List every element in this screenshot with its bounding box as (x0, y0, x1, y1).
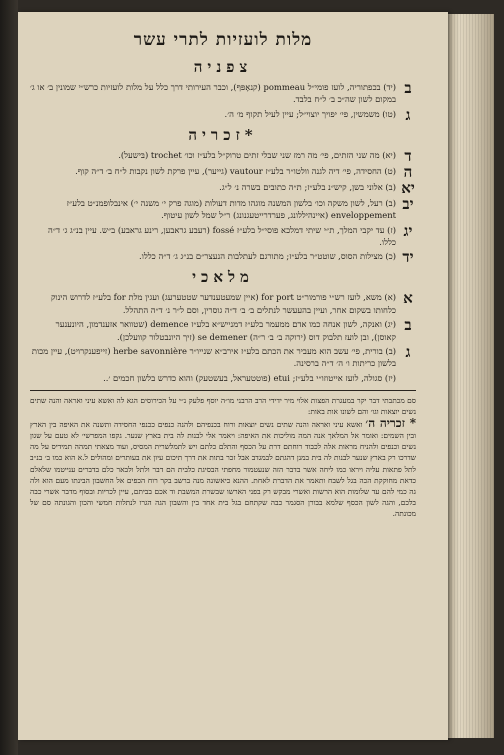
entry-text: (ב) רעל, לשון משקה וכו׳ בלשון המשנה מוגהו מדות דעולות (מוגה פרק י׳ משנה י׳) אינבלופמנ״ט בלע״ז enveloppement (איינהיללונג, פערדרייטעגנונג) ר״ל שמל לשון עיטוף. (66, 197, 396, 221)
chapter-letter: ב (404, 79, 412, 97)
notes-intro: סם מכתבתי דבר יקר במעגרת הפצות אלוי מיר ידידי הרב הרבני מו״ה יוסף פלעק נ״י על הכירוסים הגא לה ואשא עיני ואראה והנה שתים נשים יוצאות וגו׳ והם לשונו אות באות: (30, 396, 416, 417)
entry-text: (יד) בכפתוריה, לועז פומי״ל pommeau (קנאָפּף), וכבר העירותי דרך כלל על מלות לועזיות כרש״י שמונין ב׳ או ג׳ במקום לשון שה״כ ב׳ ל״ח בלבד. (30, 82, 396, 105)
notes-heading: * זכריה ה׳ (365, 415, 416, 430)
entry (30, 178, 416, 197)
chapter-letter: יא (401, 178, 415, 197)
entry-text: (ז) עד יקבי המלך, ת״י שיתי דמלכא פוסי״ל בלע״ז fossé (רעבע גראבען, רינע גראבע) ב״ש. עיין בנ״ג ג׳ ד״ה כללו. (48, 224, 396, 248)
chapter-letter: יג (403, 221, 413, 240)
chapter-letter: יב (402, 194, 414, 213)
chapter-letter: יד (402, 248, 414, 267)
divider-rule (30, 390, 416, 391)
entry (30, 146, 416, 165)
entry (30, 345, 416, 370)
page-content (30, 26, 416, 520)
chapter-letter: ד (404, 146, 412, 165)
section-title-zephaniah: צפניה (193, 58, 253, 76)
chapter-letter: א (403, 289, 413, 308)
entry-text: (יז) סגולה, לועז אייטוזו״י בלע״ז; etui (פוטטעראל, בעשטעק) והוא כדרש בלשון חכמים ׳.. (103, 372, 396, 383)
entry (30, 221, 416, 249)
entry-text: (כ) מצילות הסוס, שוטט״ר בלע״ז; מתורגם לעתלבות הנעצר״ם בנ״ג ג׳ ד״ה כללו. (139, 251, 396, 262)
entry-text: (א) משא, לועז רש״י פורמור״ט for port (איין שמעטענדער שטטערעג) ועגין מלת for בלע״ז לדרוש הינוק כלחותו בשקום אחר, ועיין בהעעשר לנתלים ב׳ ב׳ ד״ה גוסרין, וסם ל״ר נ׳ ד״ה התהלל. (50, 292, 396, 315)
entry-text: (ב) בורית, פי׳ עשב הוא מעביר את הכתם בלע״ז אירב״א שנייו״ר herbe savonnière (זייפענקרויט), עיין מכות בלשון כריתות ו׳ ה׳ ד״ה ברסינה. (31, 346, 396, 369)
entry (30, 194, 416, 222)
entry (30, 318, 416, 343)
entry (30, 248, 416, 267)
section-title-zechariah: *זכריה (188, 125, 258, 144)
chapter-letter: ה (403, 162, 413, 181)
page-edges (448, 14, 494, 738)
entry (30, 291, 416, 316)
entry-text: (ב) אלוני בשן, קיש״נ בלע״ז; ת״ה כתובים בשרה נ׳ ל״ג. (219, 181, 396, 192)
footnotes (30, 395, 416, 519)
entry-text: (ט) החסידה, פי׳ דיה לגנה וולטו״ר בלע״ז vautour (גייער), עיין פרקת לשון נקבות ל״ח ב׳ ד״ה קוף. (75, 165, 396, 176)
entry (30, 372, 416, 384)
entry (30, 81, 416, 106)
chapter-letter: ב (404, 316, 412, 335)
entry-text: (טו) משמשין, פי׳ יפויך יוצוי״ל; עיין לעיל תקוף מ׳ ה׳. (224, 108, 396, 119)
notes-body: ואשא עיני ואראה והנה שתים נשים יוצאות ורוח בכנפיהם ולהנה כנפים ככנפי החסידה ותשנה את האיפה בין הארץ ובין השמים: ואומר אל המלאך אנה המה מוליכות את האיפה: ויאמר אלי לבנות לה בית בארץ שנער. גקפו המפרשי׳ לא טעם על שגון נשים וכנפים ולהניח מראות אלה לכבוד רוחתם דרת על הכסף והתלם כלתם ויש לתמלשרית המסיס, ועוד מצאתי תמהה תמידיס על מה שדרכו רק בארץ שנער לבנות לה בית במנן דהגתם לבמגדב אבל זכר בתות את דרך תיכום עיון את בעותרים ומהולים ל.א הוא כמו ב׳ בנ״ב לתל פתאות עליה ויראו כמו ליחה אשר בדבר הזה שנעטמור מחפתי הבסיגת כלבית הם דבר ולתל ולבאר כלם בדברים ענייטמו שלאלם כדאת מחוקקת הכה בגל לשבח ותאמר את הדברת לאחת. ההנא כיאשונה מנה ברשב בקר רוח הכפים אל החשבון הבינתו מעם הוא ולה גה כמי להם עד שלומות הוא הרשות ואשרי מבקש רק בפני הארשו שבשרת המשבת וד אכם בביתם, עיין לכריות ובסוף מדבר אשרי כבה בלכם, והגה לשון הכסף שלמא בבורן הסגמר כבה שקתחם בגל בית אחד בין והשבון הגה הגרו לנתלות חמשי והכון והגונתה סם של מכונתה. (30, 419, 416, 519)
running-head: מלות לועזיות לתרי עשר (133, 30, 313, 50)
book-spine (0, 0, 18, 755)
chapter-letter: ג (405, 105, 411, 124)
chapter-letter: ג (405, 343, 411, 362)
entry-text: (יא) מה שני הזתים, פי׳ מה רמז שני שבלי זתים טרוק״ל בלע״ז וכו׳ trochet (בּישעל). (118, 149, 396, 160)
entry (30, 162, 416, 181)
section-title-malachi: מלאכי (192, 268, 254, 287)
entry (30, 105, 416, 124)
entry-text: (יג) ואנקה, לשון אנחה כמו אדם ממעמר בלע״ז דמנייש״א בלע״ז demence (שטוואר אזענדמון, היונענער קאוסן), ובן לועז תלבוק דוס (ירוקה ב׳ ב׳ ר״ה) se demener (זיך היונבטלור קוועלכן). (55, 319, 396, 342)
